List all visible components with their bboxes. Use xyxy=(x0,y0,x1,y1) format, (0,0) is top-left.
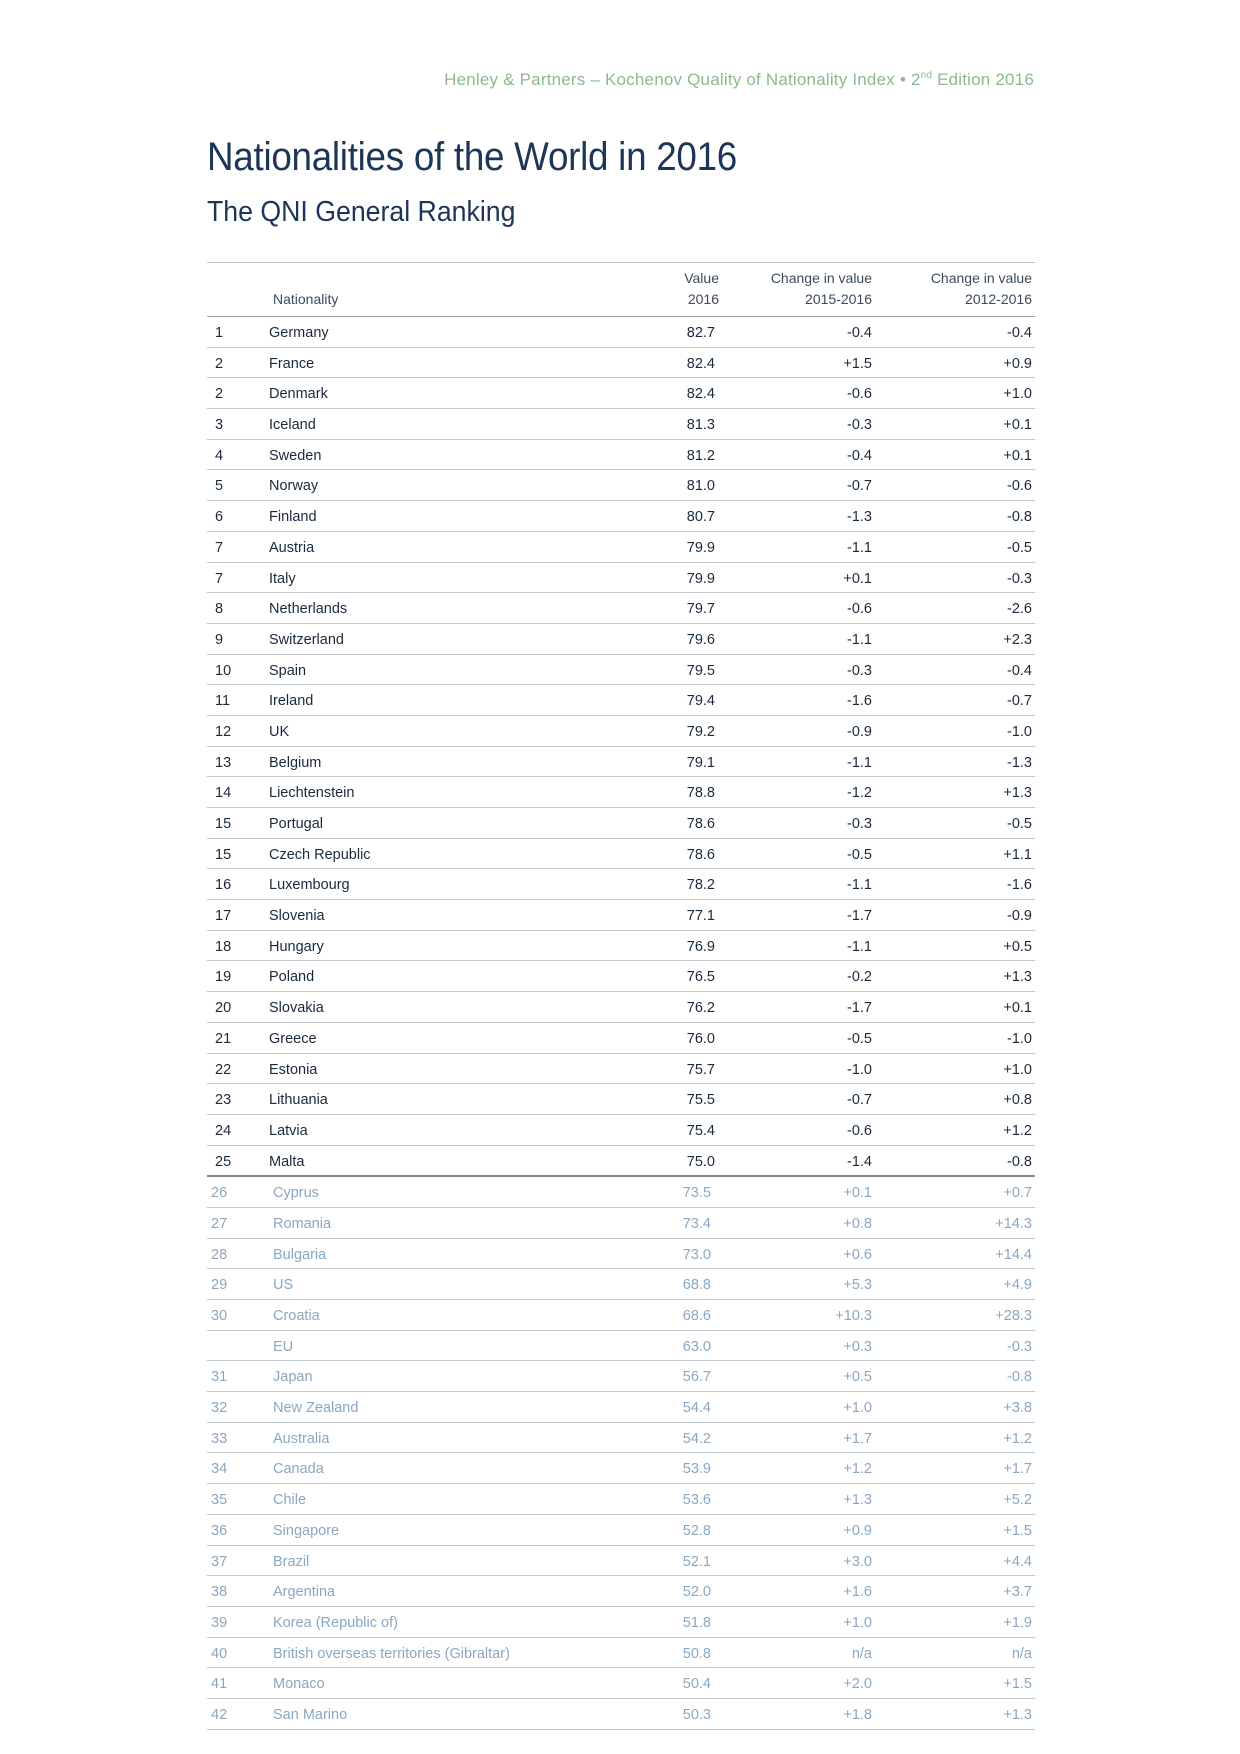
column-header-change1-line2: 2015-2016 xyxy=(805,291,872,307)
value-cell: 52.1 xyxy=(682,1553,711,1570)
rank-cell: 32 xyxy=(211,1400,228,1417)
change-2015-2016-cell: -0.4 xyxy=(847,447,872,464)
rank-cell: 19 xyxy=(215,969,232,986)
rank-cell: 25 xyxy=(215,1153,232,1170)
rank-cell: 2 xyxy=(215,355,224,372)
page-title: Nationalities of the World in 2016 xyxy=(207,135,737,179)
nationality-cell: Brazil xyxy=(273,1553,310,1570)
change-2012-2016-cell: +0.9 xyxy=(1003,355,1032,372)
change-2015-2016-cell: +1.7 xyxy=(843,1430,872,1447)
change-2015-2016-cell: -1.6 xyxy=(847,693,872,710)
change-2015-2016-cell: +0.3 xyxy=(843,1338,872,1355)
report-header xyxy=(444,70,1034,90)
rank-cell: 37 xyxy=(211,1553,228,1570)
change-2015-2016-cell: -1.7 xyxy=(847,1000,872,1017)
rank-cell: 3 xyxy=(215,417,224,434)
value-cell: 68.8 xyxy=(682,1277,711,1294)
change-2015-2016-cell: n/a xyxy=(851,1645,872,1662)
change-2012-2016-cell: +1.5 xyxy=(1003,1522,1032,1539)
change-2012-2016-cell: -0.8 xyxy=(1007,1369,1032,1386)
nationality-cell: Monaco xyxy=(273,1676,325,1693)
nationality-cell: Chile xyxy=(273,1492,307,1509)
change-2012-2016-cell: +1.3 xyxy=(1003,785,1032,802)
rank-cell: 7 xyxy=(215,570,224,587)
table-row xyxy=(207,1331,1035,1362)
value-cell: 78.6 xyxy=(686,846,715,863)
rank-cell: 8 xyxy=(215,601,224,618)
change-2015-2016-cell: -1.0 xyxy=(847,1061,872,1078)
change-2015-2016-cell: -1.7 xyxy=(847,908,872,925)
table-header xyxy=(207,262,1035,317)
change-2012-2016-cell: -0.5 xyxy=(1007,539,1032,556)
change-2015-2016-cell: -0.6 xyxy=(847,601,872,618)
nationality-cell: Lithuania xyxy=(269,1092,328,1109)
nationality-cell: UK xyxy=(269,723,290,740)
header-suffix: Edition 2016 xyxy=(932,70,1034,89)
change-2012-2016-cell: -0.4 xyxy=(1007,662,1032,679)
change-2015-2016-cell: +0.8 xyxy=(843,1215,872,1232)
table-row xyxy=(207,1699,1035,1730)
nationality-cell: Argentina xyxy=(273,1584,336,1601)
rank-cell: 33 xyxy=(211,1430,228,1447)
value-cell: 82.4 xyxy=(686,355,715,372)
rank-cell: 30 xyxy=(211,1308,228,1324)
value-cell: 81.3 xyxy=(686,417,715,434)
change-2015-2016-cell: -1.2 xyxy=(847,785,872,802)
column-header-change2-line1: Change in value xyxy=(930,270,1032,286)
nationality-cell: Singapore xyxy=(273,1522,340,1539)
nationality-cell: Switzerland xyxy=(269,631,344,648)
rank-cell: 36 xyxy=(211,1522,228,1539)
value-cell: 78.2 xyxy=(686,877,715,894)
column-header-change2-line2: 2012-2016 xyxy=(965,291,1032,307)
nationality-cell: Poland xyxy=(269,969,315,986)
table-body xyxy=(207,317,1035,1730)
rank-cell: 4 xyxy=(215,447,224,464)
change-2012-2016-cell: -0.6 xyxy=(1007,478,1032,495)
rank-cell: 2 xyxy=(215,386,224,403)
value-cell: 73.0 xyxy=(682,1246,711,1263)
table-row xyxy=(207,900,1035,931)
table-row xyxy=(207,1392,1035,1423)
column-header-value-line2: 2016 xyxy=(687,291,719,307)
change-2012-2016-cell: +2.3 xyxy=(1003,631,1032,648)
column-header-value-line1: Value xyxy=(684,270,719,286)
change-2012-2016-cell: +1.2 xyxy=(1003,1430,1032,1447)
rank-cell: 9 xyxy=(215,631,224,648)
table-row xyxy=(207,378,1035,409)
nationality-cell: Cyprus xyxy=(273,1185,319,1202)
table-row xyxy=(207,1269,1035,1300)
table-row xyxy=(207,1208,1035,1239)
rank-cell: 29 xyxy=(211,1277,228,1294)
change-2015-2016-cell: -0.5 xyxy=(847,846,872,863)
nationality-cell: Bulgaria xyxy=(273,1246,327,1263)
nationality-cell: Australia xyxy=(273,1430,330,1447)
table-row xyxy=(207,1668,1035,1699)
change-2015-2016-cell: -0.3 xyxy=(847,417,872,434)
value-cell: 78.8 xyxy=(686,785,715,802)
nationality-cell: Greece xyxy=(269,1030,317,1047)
change-2015-2016-cell: +1.8 xyxy=(843,1706,872,1723)
change-2015-2016-cell: -0.4 xyxy=(847,325,872,341)
nationality-cell: Belgium xyxy=(269,754,322,771)
column-header-change-2012-2016 xyxy=(931,268,1032,310)
table-row xyxy=(207,931,1035,962)
rank-cell: 13 xyxy=(215,754,232,771)
rank-cell: 21 xyxy=(215,1030,232,1047)
change-2015-2016-cell: -1.4 xyxy=(847,1153,872,1170)
change-2015-2016-cell: +0.1 xyxy=(843,570,872,587)
rank-cell: 24 xyxy=(215,1122,232,1139)
change-2015-2016-cell: -0.7 xyxy=(847,478,872,495)
change-2012-2016-cell: +1.3 xyxy=(1003,1706,1032,1723)
change-2012-2016-cell: +4.4 xyxy=(1003,1553,1032,1570)
header-prefix: Henley & Partners – Kochenov Quality of Nationality Index • 2 xyxy=(444,70,921,89)
nationality-cell: Slovakia xyxy=(269,1000,324,1017)
rank-cell: 6 xyxy=(215,509,224,526)
nationality-cell: Latvia xyxy=(269,1122,308,1139)
nationality-cell: Netherlands xyxy=(269,601,348,618)
table-row xyxy=(207,1453,1035,1484)
rank-cell: 12 xyxy=(215,723,232,740)
nationality-cell: Italy xyxy=(269,570,296,587)
rank-cell: 18 xyxy=(215,938,232,955)
change-2012-2016-cell: +1.0 xyxy=(1003,386,1032,403)
table-row xyxy=(207,1423,1035,1454)
change-2015-2016-cell: +5.3 xyxy=(843,1277,872,1294)
table-row xyxy=(207,532,1035,563)
change-2012-2016-cell: +3.7 xyxy=(1003,1584,1032,1601)
table-row xyxy=(207,777,1035,808)
rank-cell: 42 xyxy=(211,1706,228,1723)
change-2015-2016-cell: -1.1 xyxy=(847,754,872,771)
change-2015-2016-cell: +2.0 xyxy=(843,1676,872,1693)
table-row xyxy=(207,961,1035,992)
nationality-cell: Hungary xyxy=(269,938,324,955)
change-2012-2016-cell: +1.9 xyxy=(1003,1614,1032,1631)
nationality-cell: Korea (Republic of) xyxy=(273,1614,398,1631)
rank-cell: 35 xyxy=(211,1492,228,1509)
nationality-cell: Spain xyxy=(269,662,307,679)
table-row xyxy=(207,1607,1035,1638)
nationality-cell: New Zealand xyxy=(273,1400,359,1417)
change-2015-2016-cell: +0.5 xyxy=(843,1369,872,1386)
page-subtitle: The QNI General Ranking xyxy=(207,196,516,228)
change-2012-2016-cell: -2.6 xyxy=(1007,601,1032,618)
change-2015-2016-cell: +0.6 xyxy=(843,1246,872,1263)
change-2015-2016-cell: -1.3 xyxy=(847,509,872,526)
nationality-cell: Luxembourg xyxy=(269,877,350,894)
column-header-nationality: Nationality xyxy=(273,291,339,307)
column-header-change-2015-2016 xyxy=(771,268,872,310)
nationality-cell: Denmark xyxy=(269,386,328,403)
value-cell: 53.9 xyxy=(682,1461,711,1478)
table-row xyxy=(207,808,1035,839)
value-cell: 78.6 xyxy=(686,816,715,832)
change-2015-2016-cell: +1.0 xyxy=(843,1614,872,1631)
value-cell: 54.2 xyxy=(682,1430,711,1447)
rank-cell: 40 xyxy=(211,1645,228,1662)
value-cell: 56.7 xyxy=(682,1369,711,1386)
rank-cell: 27 xyxy=(211,1215,228,1232)
change-2012-2016-cell: -0.4 xyxy=(1007,325,1032,341)
change-2015-2016-cell: +0.9 xyxy=(843,1522,872,1539)
rank-cell: 15 xyxy=(215,816,232,832)
table-row xyxy=(207,409,1035,440)
header-superscript: nd xyxy=(920,70,933,81)
change-2012-2016-cell: +0.1 xyxy=(1003,417,1032,434)
change-2015-2016-cell: -0.2 xyxy=(847,969,872,986)
change-2015-2016-cell: -1.1 xyxy=(847,877,872,894)
table-row xyxy=(207,747,1035,778)
table-row xyxy=(207,501,1035,532)
nationality-cell: Liechtenstein xyxy=(269,785,355,802)
table-row xyxy=(207,624,1035,655)
change-2015-2016-cell: -0.7 xyxy=(847,1092,872,1109)
nationality-cell: San Marino xyxy=(273,1706,348,1723)
change-2012-2016-cell: +14.4 xyxy=(995,1246,1032,1263)
nationality-cell: Estonia xyxy=(269,1061,318,1078)
change-2012-2016-cell: +14.3 xyxy=(995,1215,1032,1232)
table-row xyxy=(207,1054,1035,1085)
nationality-cell: Romania xyxy=(273,1215,332,1232)
change-2015-2016-cell: -1.1 xyxy=(847,938,872,955)
table-row xyxy=(207,1115,1035,1146)
rank-cell: 28 xyxy=(211,1246,228,1263)
nationality-cell: France xyxy=(269,355,315,372)
nationality-cell: Malta xyxy=(269,1153,305,1170)
value-cell: 76.5 xyxy=(686,969,715,986)
change-2012-2016-cell: -1.0 xyxy=(1007,723,1032,740)
change-2012-2016-cell: -1.0 xyxy=(1007,1030,1032,1047)
rank-cell: 39 xyxy=(211,1614,228,1631)
change-2012-2016-cell: +0.1 xyxy=(1003,447,1032,464)
change-2012-2016-cell: -0.3 xyxy=(1007,570,1032,587)
value-cell: 68.6 xyxy=(682,1308,711,1324)
table-row xyxy=(207,1576,1035,1607)
rank-cell: 17 xyxy=(215,908,232,925)
rank-cell: 5 xyxy=(215,478,224,495)
table-row xyxy=(207,1484,1035,1515)
value-cell: 50.4 xyxy=(682,1676,711,1693)
nationality-cell: British overseas territories (Gibraltar) xyxy=(273,1645,510,1662)
nationality-cell: Japan xyxy=(273,1369,313,1386)
nationality-cell: Ireland xyxy=(269,693,314,710)
table-row xyxy=(207,593,1035,624)
change-2015-2016-cell: -1.1 xyxy=(847,539,872,556)
value-cell: 79.6 xyxy=(686,631,715,648)
value-cell: 79.4 xyxy=(686,693,715,710)
nationality-cell: Iceland xyxy=(269,417,316,434)
change-2012-2016-cell: +28.3 xyxy=(995,1308,1032,1324)
rank-cell: 14 xyxy=(215,785,232,802)
change-2012-2016-cell: -0.3 xyxy=(1007,1338,1032,1355)
nationality-cell: Czech Republic xyxy=(269,846,371,863)
rank-cell: 26 xyxy=(211,1185,228,1202)
value-cell: 80.7 xyxy=(686,509,715,526)
rank-cell: 11 xyxy=(215,693,231,710)
change-2015-2016-cell: +3.0 xyxy=(843,1553,872,1570)
table-row xyxy=(207,839,1035,870)
rank-cell: 41 xyxy=(211,1676,228,1693)
change-2015-2016-cell: -0.6 xyxy=(847,386,872,403)
change-2012-2016-cell: -0.5 xyxy=(1007,816,1032,832)
change-2012-2016-cell: -1.3 xyxy=(1007,754,1032,771)
value-cell: 73.5 xyxy=(682,1185,711,1202)
value-cell: 50.3 xyxy=(682,1706,711,1723)
rank-cell: 34 xyxy=(211,1461,228,1478)
change-2015-2016-cell: -0.6 xyxy=(847,1122,872,1139)
change-2012-2016-cell: +0.7 xyxy=(1003,1185,1032,1202)
change-2015-2016-cell: +1.0 xyxy=(843,1400,872,1417)
value-cell: 76.0 xyxy=(686,1030,715,1047)
value-cell: 79.2 xyxy=(686,723,715,740)
value-cell: 79.9 xyxy=(686,539,715,556)
rank-cell: 7 xyxy=(215,539,224,556)
value-cell: 50.8 xyxy=(682,1645,711,1662)
table-row xyxy=(207,685,1035,716)
value-cell: 75.0 xyxy=(686,1153,715,1170)
change-2015-2016-cell: -1.1 xyxy=(847,631,872,648)
change-2012-2016-cell: -0.8 xyxy=(1007,509,1032,526)
nationality-cell: Sweden xyxy=(269,447,322,464)
change-2012-2016-cell: +1.5 xyxy=(1003,1676,1032,1693)
change-2012-2016-cell: +5.2 xyxy=(1003,1492,1032,1509)
change-2015-2016-cell: +1.3 xyxy=(843,1492,872,1509)
change-2015-2016-cell: -0.3 xyxy=(847,816,872,832)
rank-cell: 22 xyxy=(215,1061,232,1078)
table-row xyxy=(207,716,1035,747)
table-row xyxy=(207,1515,1035,1546)
rank-cell: 38 xyxy=(211,1584,228,1601)
table-row xyxy=(207,1146,1035,1178)
change-2012-2016-cell: +3.8 xyxy=(1003,1400,1032,1417)
nationality-cell: Canada xyxy=(273,1461,324,1478)
change-2012-2016-cell: -0.7 xyxy=(1007,693,1032,710)
value-cell: 79.1 xyxy=(686,754,715,771)
rank-cell: 1 xyxy=(215,325,224,341)
value-cell: 51.8 xyxy=(682,1614,711,1631)
change-2012-2016-cell: n/a xyxy=(1011,1645,1032,1662)
value-cell: 82.7 xyxy=(686,325,715,341)
value-cell: 52.0 xyxy=(682,1584,711,1601)
change-2012-2016-cell: +0.1 xyxy=(1003,1000,1032,1017)
value-cell: 79.9 xyxy=(686,570,715,587)
table-row xyxy=(207,317,1035,348)
change-2012-2016-cell: -0.8 xyxy=(1007,1153,1032,1170)
change-2012-2016-cell: -0.9 xyxy=(1007,908,1032,925)
table-row xyxy=(207,348,1035,379)
change-2012-2016-cell: -1.6 xyxy=(1007,877,1032,894)
table-row xyxy=(207,1239,1035,1270)
value-cell: 75.5 xyxy=(686,1092,715,1109)
rank-cell: 10 xyxy=(215,662,232,679)
value-cell: 54.4 xyxy=(682,1400,711,1417)
change-2012-2016-cell: +1.2 xyxy=(1003,1122,1032,1139)
table-row xyxy=(207,655,1035,686)
table-row xyxy=(207,1546,1035,1577)
change-2012-2016-cell: +1.1 xyxy=(1003,846,1032,863)
change-2012-2016-cell: +4.9 xyxy=(1003,1277,1032,1294)
change-2012-2016-cell: +1.7 xyxy=(1003,1461,1032,1478)
table-row xyxy=(207,563,1035,594)
value-cell: 81.2 xyxy=(686,447,715,464)
change-2012-2016-cell: +1.3 xyxy=(1003,969,1032,986)
table-row xyxy=(207,1177,1035,1208)
change-2015-2016-cell: -0.5 xyxy=(847,1030,872,1047)
change-2015-2016-cell: +1.6 xyxy=(843,1584,872,1601)
value-cell: 81.0 xyxy=(686,478,715,495)
nationality-cell: Portugal xyxy=(269,816,324,832)
nationality-cell: EU xyxy=(273,1338,294,1355)
table-row xyxy=(207,440,1035,471)
value-cell: 63.0 xyxy=(682,1338,711,1355)
change-2012-2016-cell: +0.8 xyxy=(1003,1092,1032,1109)
table-row xyxy=(207,1023,1035,1054)
change-2015-2016-cell: +0.1 xyxy=(843,1185,872,1202)
change-2015-2016-cell: -0.3 xyxy=(847,662,872,679)
table-row xyxy=(207,1084,1035,1115)
nationality-cell: Germany xyxy=(269,325,329,341)
column-header-value xyxy=(684,268,719,310)
change-2012-2016-cell: +1.0 xyxy=(1003,1061,1032,1078)
rank-cell: 15 xyxy=(215,846,232,863)
value-cell: 82.4 xyxy=(686,386,715,403)
value-cell: 77.1 xyxy=(686,908,715,925)
value-cell: 73.4 xyxy=(682,1215,711,1232)
rank-cell: 16 xyxy=(215,877,232,894)
nationality-cell: Slovenia xyxy=(269,908,325,925)
table-row xyxy=(207,992,1035,1023)
change-2015-2016-cell: +10.3 xyxy=(835,1308,872,1324)
change-2015-2016-cell: +1.2 xyxy=(843,1461,872,1478)
table-row xyxy=(207,1300,1035,1331)
nationality-cell: Finland xyxy=(269,509,317,526)
change-2012-2016-cell: +0.5 xyxy=(1003,938,1032,955)
rank-cell: 23 xyxy=(215,1092,232,1109)
value-cell: 79.5 xyxy=(686,662,715,679)
table-row xyxy=(207,470,1035,501)
rank-cell: 31 xyxy=(211,1369,228,1386)
value-cell: 76.2 xyxy=(686,1000,715,1017)
value-cell: 52.8 xyxy=(682,1522,711,1539)
nationality-cell: Croatia xyxy=(273,1308,320,1324)
table-row xyxy=(207,1638,1035,1669)
nationality-cell: US xyxy=(273,1277,294,1294)
rank-cell: 20 xyxy=(215,1000,232,1017)
table-row xyxy=(207,869,1035,900)
change-2015-2016-cell: -0.9 xyxy=(847,723,872,740)
nationality-cell: Norway xyxy=(269,478,319,495)
value-cell: 75.7 xyxy=(686,1061,715,1078)
value-cell: 75.4 xyxy=(686,1122,715,1139)
change-2015-2016-cell: +1.5 xyxy=(843,355,872,372)
value-cell: 53.6 xyxy=(682,1492,711,1509)
table-row xyxy=(207,1361,1035,1392)
value-cell: 76.9 xyxy=(686,938,715,955)
nationality-cell: Austria xyxy=(269,539,315,556)
column-header-change1-line1: Change in value xyxy=(770,270,872,286)
ranking-table xyxy=(207,262,1035,1730)
value-cell: 79.7 xyxy=(686,601,715,618)
